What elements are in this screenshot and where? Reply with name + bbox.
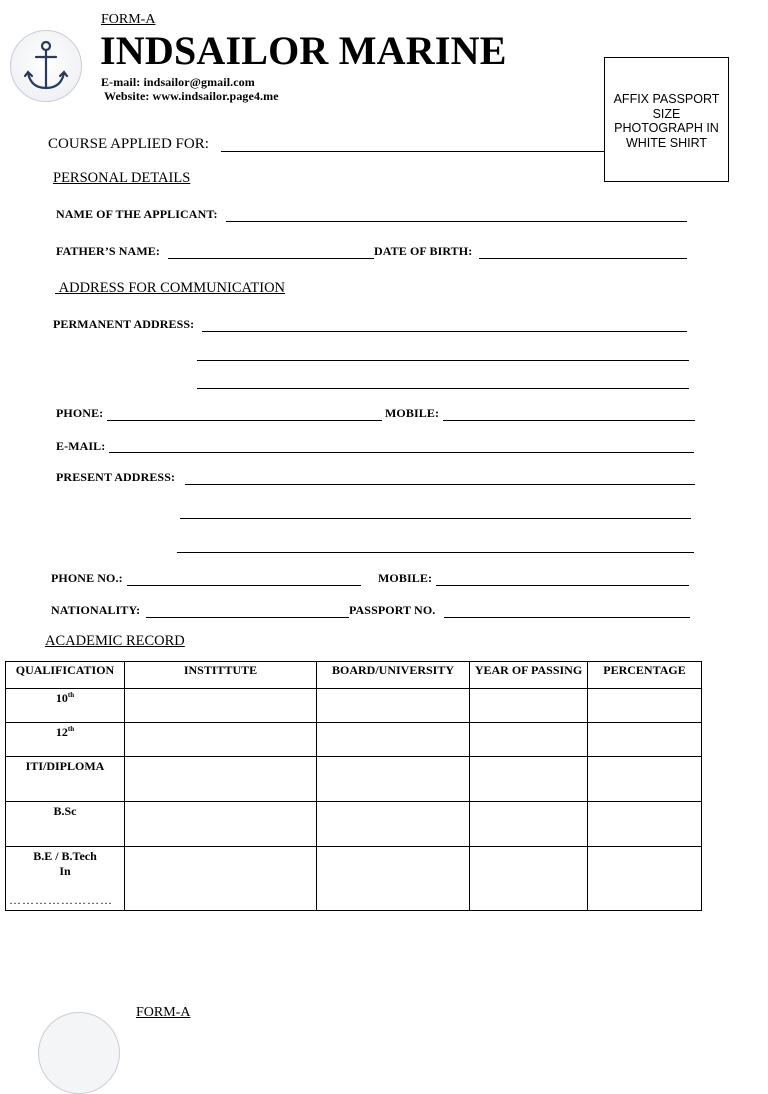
board-cell[interactable] <box>317 723 470 757</box>
course-applied-field[interactable] <box>221 151 604 152</box>
column-header: BOARD/UNIVERSITY <box>317 662 470 689</box>
qualification-text-line2: In <box>59 864 71 878</box>
permanent-address-field[interactable] <box>202 331 687 332</box>
institute-cell[interactable] <box>125 802 317 847</box>
percentage-cell[interactable] <box>588 847 702 911</box>
institute-cell[interactable] <box>125 847 317 911</box>
percentage-cell[interactable] <box>588 757 702 802</box>
table-row <box>6 847 702 911</box>
board-cell[interactable] <box>317 802 470 847</box>
phone-label: PHONE: <box>56 406 104 420</box>
year-cell[interactable] <box>470 757 588 802</box>
personal-details-heading: PERSONAL DETAILS <box>53 170 191 186</box>
qualification-text: B.Sc <box>53 804 77 818</box>
year-cell[interactable] <box>470 847 588 911</box>
company-logo-next-page <box>38 1012 120 1094</box>
percentage-cell[interactable] <box>588 723 702 757</box>
nationality-label: NATIONALITY: <box>51 603 141 617</box>
qualification-text: ITI/DIPLOMA <box>25 759 105 773</box>
company-logo <box>10 30 82 102</box>
permanent-address-field[interactable] <box>197 388 689 389</box>
company-website: Website: www.indsailor.page4.me <box>104 89 279 103</box>
qualification-blank[interactable]: …………………… <box>9 893 113 907</box>
mobile-label: MOBILE: <box>385 406 440 420</box>
email-label: E-MAIL: <box>56 439 106 453</box>
email-field[interactable] <box>109 452 694 453</box>
qualification-text: B.E / B.Tech <box>33 849 97 863</box>
institute-cell[interactable] <box>125 723 317 757</box>
phone-field[interactable] <box>107 420 382 421</box>
column-header: YEAR OF PASSING <box>470 662 588 689</box>
photo-placeholder <box>604 57 729 182</box>
qualification-text: 12 <box>55 725 68 739</box>
percentage-cell[interactable] <box>588 802 702 847</box>
table-row <box>6 723 702 757</box>
academic-record-table <box>5 661 702 911</box>
mobile2-field[interactable] <box>436 585 689 586</box>
applicant-name-label: NAME OF THE APPLICANT: <box>56 207 218 221</box>
mobile-field[interactable] <box>443 420 695 421</box>
percentage-cell[interactable] <box>588 689 702 723</box>
company-title: INDSAILOR MARINE <box>100 28 507 73</box>
address-heading-text: ADDRESS FOR COMMUNICATION <box>58 280 286 296</box>
table-row <box>6 757 702 802</box>
applicant-name-field[interactable] <box>226 221 687 222</box>
photo-text-line: AFFIX PASSPORT <box>613 92 720 106</box>
board-cell[interactable] <box>317 689 470 723</box>
academic-record-heading: ACADEMIC RECORD <box>45 633 185 649</box>
present-address-field[interactable] <box>177 552 694 553</box>
address-heading <box>55 280 285 297</box>
year-cell[interactable] <box>470 802 588 847</box>
present-address-field[interactable] <box>185 484 695 485</box>
father-name-field[interactable] <box>168 258 374 259</box>
permanent-address-label: PERMANENT ADDRESS: <box>53 317 195 331</box>
course-applied-label: COURSE APPLIED FOR: <box>48 136 209 152</box>
column-header: INSTITTUTE <box>125 662 317 689</box>
permanent-address-field[interactable] <box>197 360 689 361</box>
passport-field[interactable] <box>444 617 690 618</box>
present-address-label: PRESENT ADDRESS: <box>56 470 176 484</box>
institute-cell[interactable] <box>125 689 317 723</box>
passport-label: PASSPORT NO. <box>349 603 436 617</box>
qualification-cell <box>6 723 125 757</box>
column-header: PERCENTAGE <box>588 662 702 689</box>
table-row <box>6 802 702 847</box>
year-cell[interactable] <box>470 689 588 723</box>
board-cell[interactable] <box>317 757 470 802</box>
dob-label: DATE OF BIRTH: <box>374 244 473 258</box>
table-header-row <box>6 662 702 689</box>
company-email: E-mail: indsailor@gmail.com <box>101 75 255 89</box>
column-header: QUALIFICATION <box>6 662 125 689</box>
institute-cell[interactable] <box>125 757 317 802</box>
qualification-sup: th <box>67 691 75 699</box>
photo-text-line: PHOTOGRAPH IN <box>614 121 719 135</box>
qualification-cell <box>6 847 125 911</box>
board-cell[interactable] <box>317 847 470 911</box>
anchor-icon <box>11 31 81 101</box>
present-address-field[interactable] <box>180 518 691 519</box>
dob-field[interactable] <box>479 258 687 259</box>
table-row <box>6 689 702 723</box>
form-label: FORM-A <box>101 12 156 27</box>
photo-text-line: WHITE SHIRT <box>625 135 708 150</box>
qualification-text: 10 <box>55 691 68 705</box>
qualification-sup: th <box>67 725 75 733</box>
qualification-cell <box>6 802 125 847</box>
year-cell[interactable] <box>470 723 588 757</box>
mobile2-label: MOBILE: <box>378 571 433 585</box>
phone-no-field[interactable] <box>127 585 361 586</box>
father-name-label: FATHER’S NAME: <box>56 244 160 258</box>
qualification-cell <box>6 689 125 723</box>
qualification-cell <box>6 757 125 802</box>
nationality-field[interactable] <box>146 617 349 618</box>
form-label-next-page: FORM-A <box>136 1005 191 1020</box>
photo-text-line: SIZE <box>652 106 681 121</box>
phone-no-label: PHONE NO.: <box>51 571 123 585</box>
